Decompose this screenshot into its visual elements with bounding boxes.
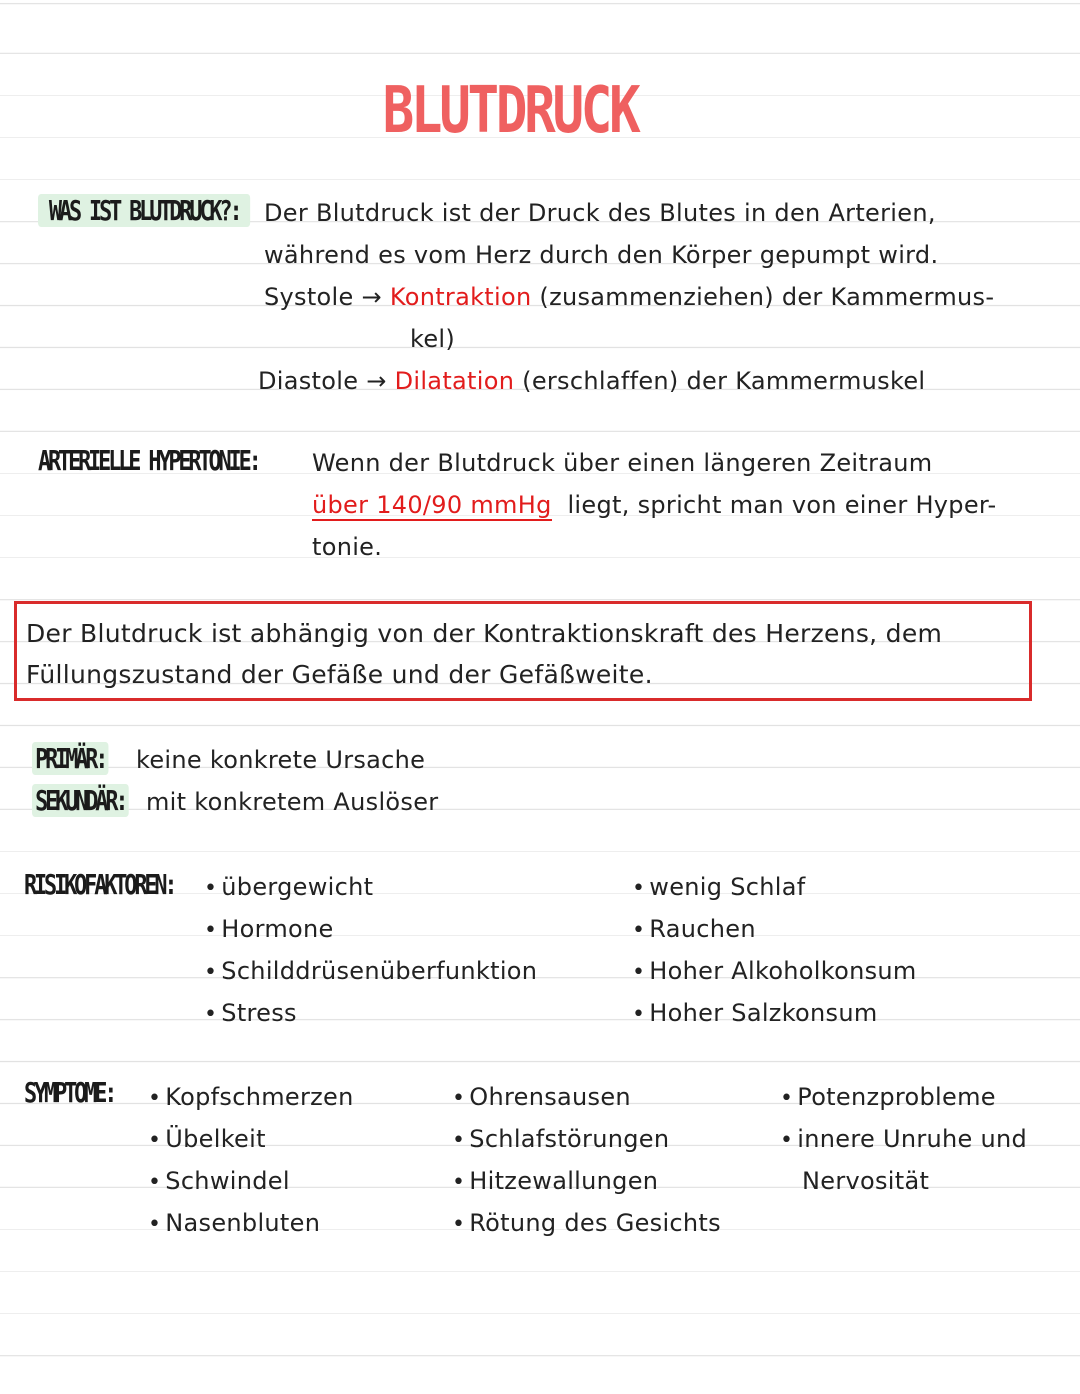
was-ist-heading-text: WAS IST BLUTDRUCK?: xyxy=(38,194,250,227)
diastole-term: Diastole xyxy=(258,367,359,395)
dilatation-term: Dilatation xyxy=(394,367,515,395)
risiko-right-item: • Hoher Alkoholkonsum xyxy=(632,956,917,988)
symptom-item: • Potenzprobleme xyxy=(780,1082,996,1114)
arrow-icon: → xyxy=(361,283,382,311)
risiko-right-item: • wenig Schlaf xyxy=(632,872,805,904)
systole-continuation: kel) xyxy=(410,325,456,353)
diastole-rest: (erschlaffen) der Kammermuskel xyxy=(522,367,926,395)
arrow-icon: → xyxy=(366,367,387,395)
symptom-item: • Kopfschmerzen xyxy=(148,1082,354,1114)
symptom-item: • Schlafstörungen xyxy=(452,1124,669,1156)
hypertonie-value: über 140/90 mmHg xyxy=(312,491,552,519)
symptom-item: • Hitzewallungen xyxy=(452,1166,658,1198)
risiko-right-item: • Hoher Salzkonsum xyxy=(632,998,878,1030)
hypertonie-line-3: tonie. xyxy=(312,533,383,561)
primaer-label-text: PRIMÄR: xyxy=(32,742,108,775)
risiko-left-item: • Stress xyxy=(204,998,297,1030)
symptom-item: • innere Unruhe und xyxy=(780,1124,1027,1156)
risiko-right-item: • Rauchen xyxy=(632,914,756,946)
hypertonie-line-2-rest: liegt, spricht man von einer Hyper- xyxy=(567,491,997,519)
diastole-line xyxy=(258,366,925,396)
hypertonie-line-2 xyxy=(312,490,997,520)
primaer-text: keine konkrete Ursache xyxy=(136,746,426,774)
systole-line xyxy=(264,282,994,312)
was-ist-line-2: während es vom Herz durch den Körper gepumpt wird. xyxy=(264,241,939,269)
systole-term: Systole xyxy=(264,283,354,311)
section-heading-symptome: SYMPTOME: xyxy=(24,1076,115,1109)
risiko-left-item: • Schilddrüsenüberfunktion xyxy=(204,956,537,988)
sekundaer-label xyxy=(32,784,129,817)
hypertonie-line-1: Wenn der Blutdruck über einen längeren Zeitraum xyxy=(312,449,933,477)
kontraktion-term: Kontraktion xyxy=(389,283,532,311)
section-heading-hypertonie: ARTERIELLE HYPERTONIE: xyxy=(38,444,259,477)
symptom-item-continuation: Nervosität xyxy=(802,1167,930,1195)
symptom-item: • Nasenbluten xyxy=(148,1208,320,1240)
page-title: BLUTDRUCK xyxy=(382,74,638,148)
info-box-line-1: Der Blutdruck ist abhängig von der Kontraktionskraft des Herzens, dem xyxy=(26,619,943,648)
symptom-item: • Übelkeit xyxy=(148,1124,266,1156)
info-box-line-2: Füllungszustand der Gefäße und der Gefäßweite. xyxy=(26,660,653,689)
sekundaer-label-text: SEKUNDÄR: xyxy=(32,784,129,817)
symptom-item: • Schwindel xyxy=(148,1166,290,1198)
risiko-left-item: • übergewicht xyxy=(204,872,373,904)
was-ist-line-1: Der Blutdruck ist der Druck des Blutes in den Arterien, xyxy=(264,199,936,227)
section-heading-risikofaktoren: RISIKOFAKTOREN: xyxy=(24,868,175,901)
primaer-label xyxy=(32,742,108,775)
symptom-item: • Rötung des Gesichts xyxy=(452,1208,721,1240)
section-heading-was-ist xyxy=(38,194,250,227)
risiko-left-item: • Hormone xyxy=(204,914,334,946)
systole-rest: (zusammenziehen) der Kammermus- xyxy=(539,283,995,311)
symptom-item: • Ohrensausen xyxy=(452,1082,631,1114)
sekundaer-text: mit konkretem Auslöser xyxy=(146,788,439,816)
